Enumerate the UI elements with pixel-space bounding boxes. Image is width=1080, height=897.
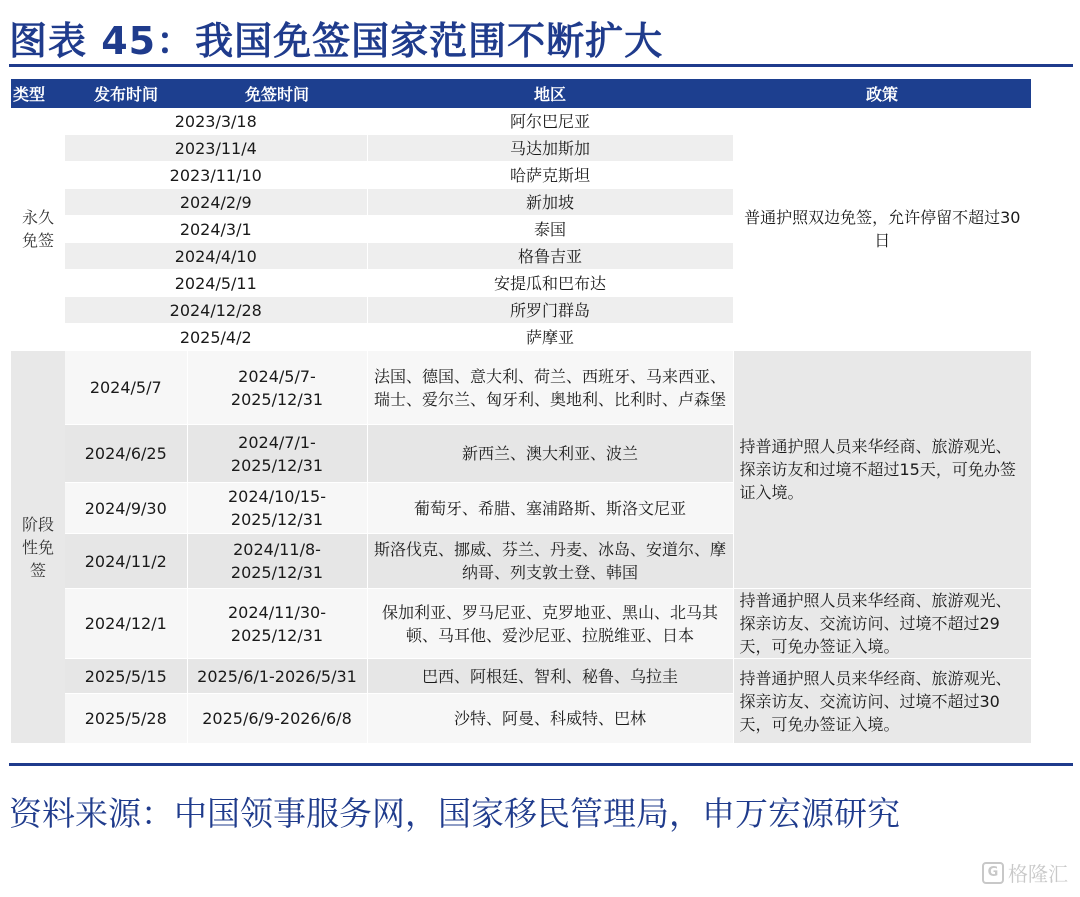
region: 格鲁吉亚 — [367, 243, 733, 270]
visa-free-table — [11, 79, 1031, 744]
publish-date: 2025/5/28 — [65, 694, 187, 744]
region: 马达加斯加 — [367, 135, 733, 162]
region: 巴西、阿根廷、智利、秘鲁、乌拉圭 — [367, 659, 733, 694]
policy-15-days: 持普通护照人员来华经商、旅游观光、探亲访友和过境不超过15天，可免办签证入境。 — [733, 351, 1031, 589]
page-title: 图表 45：我国免签国家范围不断扩大 — [9, 19, 664, 63]
publish-date: 2024/6/25 — [65, 425, 187, 483]
table-row — [11, 659, 1031, 694]
visa-free-period: 2024/11/8- 2025/12/31 — [187, 534, 367, 589]
publish-date: 2025/4/2 — [65, 324, 367, 351]
region: 泰国 — [367, 216, 733, 243]
publish-date: 2024/5/7 — [65, 351, 187, 425]
region: 阿尔巴尼亚 — [367, 108, 733, 135]
watermark-text: 格隆汇 — [1008, 862, 1068, 886]
region: 保加利亚、罗马尼亚、克罗地亚、黑山、北马其顿、马耳他、爱沙尼亚、拉脱维亚、日本 — [367, 589, 733, 659]
publish-date: 2025/5/15 — [65, 659, 187, 694]
table-row — [11, 589, 1031, 659]
visa-free-period: 2024/10/15- 2025/12/31 — [187, 483, 367, 534]
watermark — [982, 858, 1068, 887]
region: 安提瓜和巴布达 — [367, 270, 733, 297]
header-policy: 政策 — [733, 79, 1031, 108]
type-permanent: 永久 免签 — [11, 108, 65, 351]
publish-date: 2024/11/2 — [65, 534, 187, 589]
region: 新西兰、澳大利亚、波兰 — [367, 425, 733, 483]
visa-free-period: 2024/5/7- 2025/12/31 — [187, 351, 367, 425]
visa-free-period: 2024/7/1- 2025/12/31 — [187, 425, 367, 483]
publish-date: 2023/11/4 — [65, 135, 367, 162]
watermark-logo-icon: G — [982, 862, 1004, 884]
publish-date: 2024/5/11 — [65, 270, 367, 297]
visa-free-period: 2025/6/9-2026/6/8 — [187, 694, 367, 744]
header-visa-free-period: 免签时间 — [187, 79, 367, 108]
visa-free-period: 2025/6/1-2026/5/31 — [187, 659, 367, 694]
region: 哈萨克斯坦 — [367, 162, 733, 189]
source-note: 资料来源：中国领事服务网，国家移民管理局，申万宏源研究 — [9, 794, 900, 833]
policy-29-days: 持普通护照人员来华经商、旅游观光、探亲访友、交流访问、过境不超过29天，可免办签证入境。 — [733, 589, 1031, 659]
table-row — [11, 108, 1031, 135]
policy-30-days: 持普通护照人员来华经商、旅游观光、探亲访友、交流访问、过境不超过30天，可免办签证入境。 — [733, 659, 1031, 744]
publish-date: 2024/2/9 — [65, 189, 367, 216]
publish-date: 2024/12/28 — [65, 297, 367, 324]
visa-free-period: 2024/11/30- 2025/12/31 — [187, 589, 367, 659]
region: 沙特、阿曼、科威特、巴林 — [367, 694, 733, 744]
policy-text: 普通护照双边免签，允许停留不超过30日 — [744, 208, 1021, 250]
publish-date: 2024/3/1 — [65, 216, 367, 243]
publish-date: 2024/4/10 — [65, 243, 367, 270]
region: 新加坡 — [367, 189, 733, 216]
header-region: 地区 — [367, 79, 733, 108]
region: 萨摩亚 — [367, 324, 733, 351]
publish-date: 2024/9/30 — [65, 483, 187, 534]
region: 所罗门群岛 — [367, 297, 733, 324]
title-underline — [9, 64, 1073, 67]
type-staged: 阶段 性免 签 — [11, 351, 65, 744]
publish-date: 2023/11/10 — [65, 162, 367, 189]
header-type: 类型 — [11, 79, 65, 108]
policy-permanent — [733, 108, 1031, 351]
table-header-row — [11, 79, 1031, 108]
publish-date: 2023/3/18 — [65, 108, 367, 135]
table-row — [11, 351, 1031, 425]
region: 葡萄牙、希腊、塞浦路斯、斯洛文尼亚 — [367, 483, 733, 534]
publish-date: 2024/12/1 — [65, 589, 187, 659]
region: 法国、德国、意大利、荷兰、西班牙、马来西亚、瑞士、爱尔兰、匈牙利、奥地利、比利时、卢森堡 — [367, 351, 733, 425]
region: 斯洛伐克、挪威、芬兰、丹麦、冰岛、安道尔、摩纳哥、列支敦士登、韩国 — [367, 534, 733, 589]
footer-rule — [9, 763, 1073, 766]
header-publish-date: 发布时间 — [65, 79, 187, 108]
